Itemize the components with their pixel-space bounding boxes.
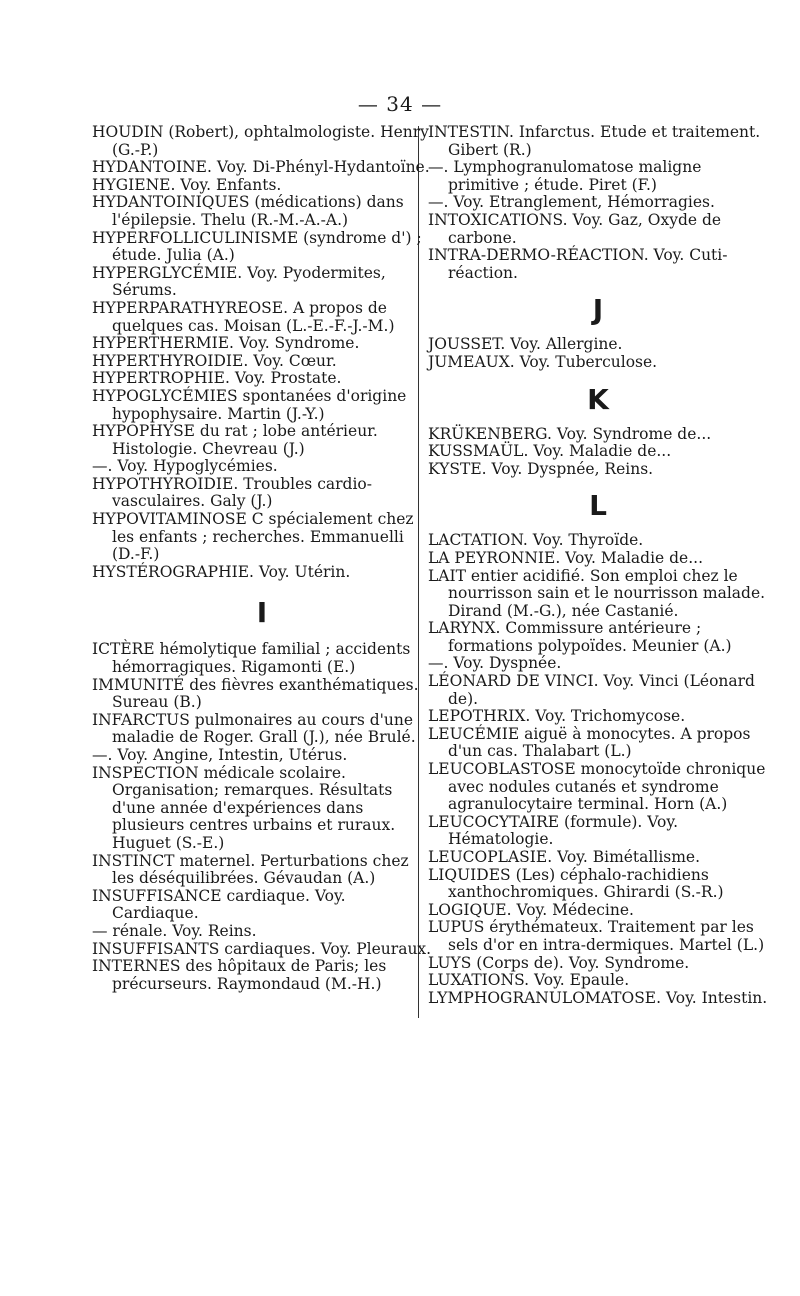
index-entry: LEUCOPLASIE. Voy. Bimétallisme. xyxy=(428,848,701,866)
index-entry: —. Voy. Hypoglycémies. xyxy=(92,457,278,476)
index-entry: HYDANTOINIQUES (médications) dans l'épilepsie. Thelu (R.-M.-A.-A.) xyxy=(92,193,404,229)
index-entry: HYDANTOINE. Voy. Di-Phényl-Hydantoïne. xyxy=(92,158,430,177)
index-entry: JOUSSET. Voy. Allergine. xyxy=(428,335,623,354)
index-entry: HOUDIN (Robert), ophtalmologiste. Henry (G.-P.) xyxy=(92,123,429,159)
index-entry: HYPOTHYROIDIE. Troubles cardio-vasculaires. Galy (J.) xyxy=(92,474,372,511)
right-column xyxy=(428,124,768,1007)
index-entry: INTOXICATIONS. Voy. Gaz, Oxyde de carbone. xyxy=(428,210,722,247)
index-entry: LEPOTHRIX. Voy. Trichomycose. xyxy=(428,707,686,726)
index-entry: INSUFFISANTS cardiaques. Voy. Pleuraux. xyxy=(92,939,432,958)
index-entry: HYPERTROPHIE. Voy. Prostate. xyxy=(92,369,342,388)
index-entry: IMMUNITÉ des fièvres exanthématiques. Sureau (B.) xyxy=(92,675,419,712)
index-entry: KUSSMAÜL. Voy. Maladie de... xyxy=(428,442,672,461)
section-letter-j: J xyxy=(592,293,604,327)
index-entry: LAIT entier acidifié. Son emploi chez le nourrisson sain et le nourrisson malade. Dirand (M.-G.), née Castanié. xyxy=(428,566,766,620)
index-entry: HYGIENE. Voy. Enfants. xyxy=(92,175,282,194)
index-entry: LARYNX. Commissure antérieure ; formations polypoïdes. Meunier (A.) xyxy=(428,619,732,655)
index-entry: JUMEAUX. Voy. Tuberculose. xyxy=(428,352,658,371)
index-entry: LÉONARD DE VINCI. Voy. Vinci (Léonard de). xyxy=(428,672,755,708)
section-letter-k: K xyxy=(587,382,609,416)
index-entry: LEUCOCYTAIRE (formule). Voy. Hématologie. xyxy=(428,812,679,849)
index-entry: —. Voy. Etranglement, Hémorragies. xyxy=(428,193,715,212)
index-entry: LOGIQUE. Voy. Médecine. xyxy=(428,900,634,919)
index-entry: —. Voy. Dyspnée. xyxy=(428,654,562,673)
index-entry: INTERNES des hôpitaux de Paris; les précurseurs. Raymondaud (M.-H.) xyxy=(92,957,387,993)
index-entry: LIQUIDES (Les) céphalo-rachidiens xanthochromiques. Ghirardi (S.-R.) xyxy=(428,865,724,902)
index-entry: —. Voy. Angine, Intestin, Utérus. xyxy=(92,746,348,764)
index-entry: LEUCÉMIE aiguë à monocytes. A propos d'un cas. Thalabart (L.) xyxy=(428,724,751,761)
index-entry: INTRA-DERMO-RÉACTION. Voy. Cuti-réaction. xyxy=(428,246,728,282)
index-entry: KYSTE. Voy. Dyspnée, Reins. xyxy=(428,459,654,478)
index-entry: INTESTIN. Infarctus. Etude et traitement. Gibert (R.) xyxy=(428,123,761,159)
section-letter-i: I xyxy=(256,596,268,630)
index-entry: —. Lymphogranulomatose maligne primitive ; étude. Piret (F.) xyxy=(428,158,702,194)
index-entry: HYPERGLYCÉMIE. Voy. Pyodermites, Sérums. xyxy=(92,263,386,300)
index-entry: INFARCTUS pulmonaires au cours d'une maladie de Roger. Grall (J.), née Brulé. xyxy=(92,710,416,747)
left-column xyxy=(92,124,432,993)
section-letter-l: L xyxy=(589,489,607,523)
index-entry: HYPERPARATHYREOSE. A propos de quelques cas. Moisan (L.-E.-F.-J.-M.) xyxy=(92,298,395,335)
index-entry: LUPUS érythémateux. Traitement par les sels d'or en intra-dermiques. Martel (L.) xyxy=(428,918,765,954)
index-entry: HYPERFOLLICULINISME (syndrome d') ; étude. Julia (A.) xyxy=(92,228,422,265)
index-entry: LEUCOBLASTOSE monocytoïde chronique avec nodules cutanés et syndrome agranulocytaire terminal. Horn (A.) xyxy=(428,760,766,814)
index-entry: KRÜKENBERG. Voy. Syndrome de... xyxy=(428,424,712,443)
index-entry: HYPOPHYSE du rat ; lobe antérieur. Histologie. Chevreau (J.) xyxy=(92,422,378,458)
index-entry: HYPERTHERMIE. Voy. Syndrome. xyxy=(92,334,360,353)
page-number: — 34 — xyxy=(357,92,443,116)
index-entry: INSPECTION médicale scolaire. Organisation; remarques. Résultats d'une année d'expériences dans plusieurs centres urbains et ruraux. Huguet (S.-E.) xyxy=(92,763,396,852)
index-entry: LYMPHOGRANULOMATOSE. Voy. Intestin. xyxy=(428,988,768,1007)
index-entry: LACTATION. Voy. Thyroïde. xyxy=(428,531,644,550)
index-entry: ICTÈRE hémolytique familial ; accidents hémorragiques. Rigamonti (E.) xyxy=(92,640,411,677)
index-entry: LA PEYRONNIE. Voy. Maladie de... xyxy=(428,548,704,567)
index-entry: HYPOVITAMINOSE C spécialement chez les enfants ; recherches. Emmanuelli (D.-F.) xyxy=(92,510,414,564)
index-entry: HYSTÉROGRAPHIE. Voy. Utérin. xyxy=(92,562,351,581)
index-entry: HYPOGLYCÉMIES spontanées d'origine hypophysaire. Martin (J.-Y.) xyxy=(92,386,407,423)
index-entry: INSUFFISANCE cardiaque. Voy. Cardiaque. xyxy=(92,886,346,923)
index-entry: LUYS (Corps de). Voy. Syndrome. xyxy=(428,953,690,972)
index-entry: INSTINCT maternel. Perturbations chez les déséquilibrées. Gévaudan (A.) xyxy=(92,851,409,888)
index-entry: LUXATIONS. Voy. Epaule. xyxy=(428,971,630,990)
index-entry: — rénale. Voy. Reins. xyxy=(92,921,257,940)
index-entry: HYPERTHYROIDIE. Voy. Cœur. xyxy=(92,351,337,370)
